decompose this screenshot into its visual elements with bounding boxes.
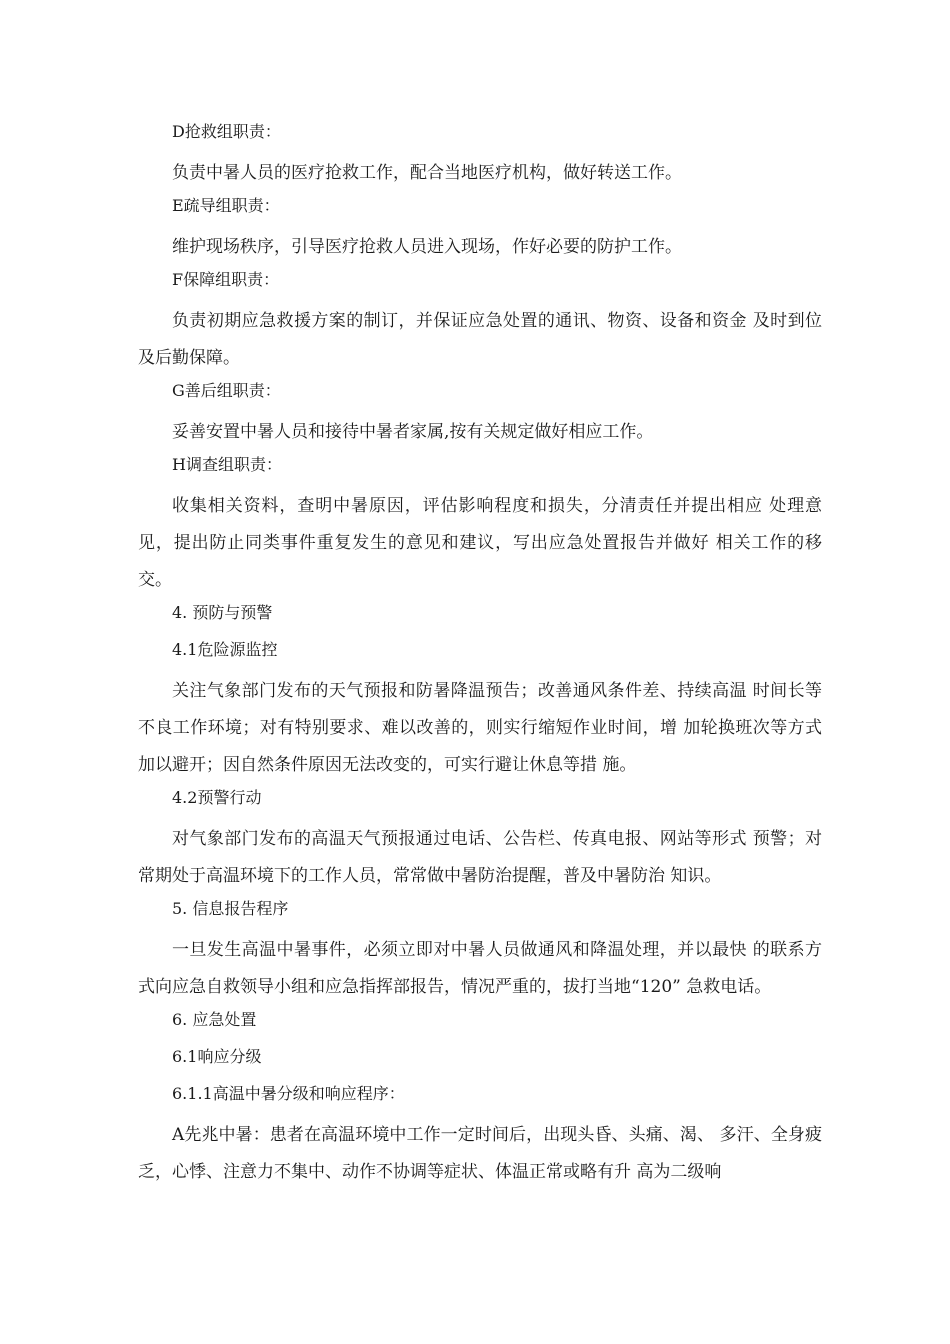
- para-support-group: 负责初期应急救援方案的制订，并保证应急处置的通讯、物资、设备和资金 及时到位及后勤保障。: [138, 311, 822, 368]
- heading-hazard-monitoring: 4.1危险源监控: [172, 640, 278, 659]
- para-aftercare-group: 妥善安置中暑人员和接待中暑者家属,按有关规定做好相应工作。: [172, 422, 654, 442]
- para-heatstroke-grading: A先兆中暑：患者在高温环境中工作一定时间后，出现头昏、头痛、渴、 多汗、全身疲乏，心悸、注意力不集中、动作不协调等症状、体温正常或略有升 高为二级响: [138, 1125, 822, 1182]
- heading-support-group: F保障组职责：: [172, 270, 280, 289]
- para-investigation-group: 收集相关资料，查明中暑原因，评估影响程度和损失，分清责任并提出相应 处理意见，提出防止同类事件重复发生的意见和建议，写出应急处置报告并做好 相关工作的移交。: [138, 496, 822, 590]
- para-warning-action: 对气象部门发布的高温天气预报通过电话、公告栏、传真电报、网站等形式 预警；对常期处于高温环境下的工作人员，常常做中暑防治提醒，普及中暑防治 知识。: [138, 829, 822, 886]
- heading-info-report: 5. 信息报告程序: [172, 899, 289, 918]
- heading-investigation-group: H调查组职责：: [172, 455, 282, 474]
- para-hazard-monitoring: 关注气象部门发布的天气预报和防暑降温预告；改善通风条件差、持续高温 时间长等不良工作环境；对有特别要求、难以改善的，则实行缩短作业时间，增 加轮换班次等方式加以避开；因自然条件原因无法改变的，可实行避让休息等措 施。: [138, 681, 822, 775]
- para-info-report: 一旦发生高温中暑事件，必须立即对中暑人员做通风和降温处理，并以最快 的联系方式向应急自救领导小组和应急指挥部报告，情况严重的，拔打当地“120” 急救电话。: [138, 940, 822, 997]
- para-rescue-group: 负责中暑人员的医疗抢救工作，配合当地医疗机构，做好转送工作。: [172, 163, 682, 183]
- heading-guidance-group: E疏导组职责：: [172, 196, 280, 215]
- heading-warning-action: 4.2预警行动: [172, 788, 262, 807]
- heading-heatstroke-grading: 6.1.1高温中暑分级和响应程序：: [172, 1084, 405, 1103]
- heading-aftercare-group: G善后组职责：: [172, 381, 281, 400]
- para-guidance-group: 维护现场秩序，引导医疗抢救人员进入现场，作好必要的防护工作。: [172, 237, 682, 257]
- heading-rescue-group: D抢救组职责：: [172, 122, 281, 141]
- heading-prevention-warning: 4. 预防与预警: [172, 603, 273, 622]
- heading-emergency-response: 6. 应急处置: [172, 1010, 257, 1029]
- heading-response-levels: 6.1响应分级: [172, 1047, 262, 1066]
